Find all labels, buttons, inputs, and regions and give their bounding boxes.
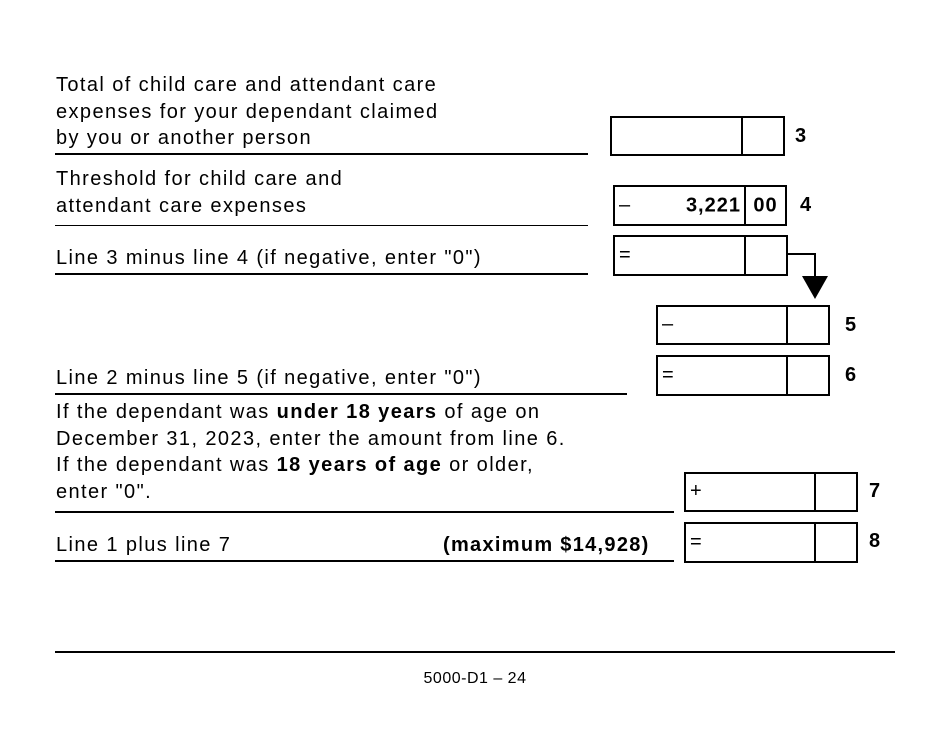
line-6-rule bbox=[55, 393, 627, 395]
line-5-amount-field[interactable] bbox=[656, 305, 830, 345]
line-7-label bbox=[56, 399, 566, 505]
line-3-amount-field[interactable] bbox=[610, 116, 785, 156]
emphasis-text: 18 years of age bbox=[276, 454, 443, 476]
emphasis-text: under 18 years bbox=[276, 401, 438, 423]
equals-operator: = bbox=[662, 363, 674, 386]
line-4-dollars: 3,221 bbox=[685, 194, 741, 216]
plus-operator: + bbox=[690, 480, 702, 502]
line-number-5: 5 bbox=[845, 314, 857, 336]
line-6-amount-field[interactable] bbox=[656, 355, 830, 396]
minus-operator: – bbox=[619, 193, 631, 216]
cents-divider bbox=[786, 357, 788, 394]
line-number-7: 7 bbox=[869, 480, 881, 502]
line-4-label-row: attendant care expenses bbox=[56, 194, 308, 217]
line-4-amount-field bbox=[613, 185, 787, 226]
footer-rule bbox=[55, 651, 895, 653]
line-8-label: Line 1 plus line 7 bbox=[56, 534, 232, 556]
line-3-rule bbox=[55, 153, 588, 155]
line-3-minus-4-rule bbox=[55, 273, 588, 275]
line-3-label-row: Total of child care and attendant care bbox=[56, 74, 438, 96]
line-8-maximum: (maximum $14,928) bbox=[443, 534, 650, 556]
cents-divider bbox=[814, 524, 816, 561]
cents-divider bbox=[786, 307, 788, 343]
equals-operator: = bbox=[619, 243, 631, 266]
equals-operator: = bbox=[690, 530, 702, 553]
line-7-label-row: enter "0". bbox=[56, 480, 153, 503]
line-4-cents: 00 bbox=[753, 194, 778, 216]
line-7-label-row bbox=[56, 452, 566, 479]
minus-operator: – bbox=[662, 313, 674, 335]
line-number-6: 6 bbox=[845, 364, 857, 386]
cents-divider bbox=[744, 237, 746, 274]
line-8-rule bbox=[55, 560, 674, 562]
cents-divider bbox=[814, 474, 816, 510]
line-7-rule bbox=[55, 511, 674, 513]
text-run: If the dependant was bbox=[56, 454, 277, 476]
cents-divider bbox=[741, 118, 743, 154]
line-4-label bbox=[56, 166, 343, 219]
line-3-label-row: expenses for your dependant claimed bbox=[56, 100, 439, 123]
line-7-label-row bbox=[56, 399, 566, 426]
line-3-minus-4-label: Line 3 minus line 4 (if negative, enter "0") bbox=[56, 247, 482, 269]
line-7-amount-field[interactable] bbox=[684, 472, 858, 512]
line-3-label-row: by you or another person bbox=[56, 127, 312, 149]
text-run: If the dependant was bbox=[56, 401, 277, 423]
line-8-amount-field[interactable] bbox=[684, 522, 858, 563]
line-4-rule bbox=[55, 225, 588, 226]
line-3-minus-4-field[interactable] bbox=[613, 235, 788, 276]
line-number-8: 8 bbox=[869, 530, 881, 552]
line-number-3: 3 bbox=[795, 125, 807, 147]
line-3-label bbox=[56, 72, 439, 152]
page-number: 5000-D1 – 24 bbox=[423, 670, 527, 687]
text-run: of age on bbox=[437, 401, 541, 423]
line-4-label-row: Threshold for child care and bbox=[56, 168, 344, 190]
line-7-label-row: December 31, 2023, enter the amount from line 6. bbox=[56, 427, 566, 450]
text-run: or older, bbox=[442, 454, 535, 476]
line-6-label: Line 2 minus line 5 (if negative, enter "0") bbox=[56, 367, 482, 389]
down-arrow-icon bbox=[786, 250, 832, 302]
line-number-4: 4 bbox=[800, 194, 812, 216]
